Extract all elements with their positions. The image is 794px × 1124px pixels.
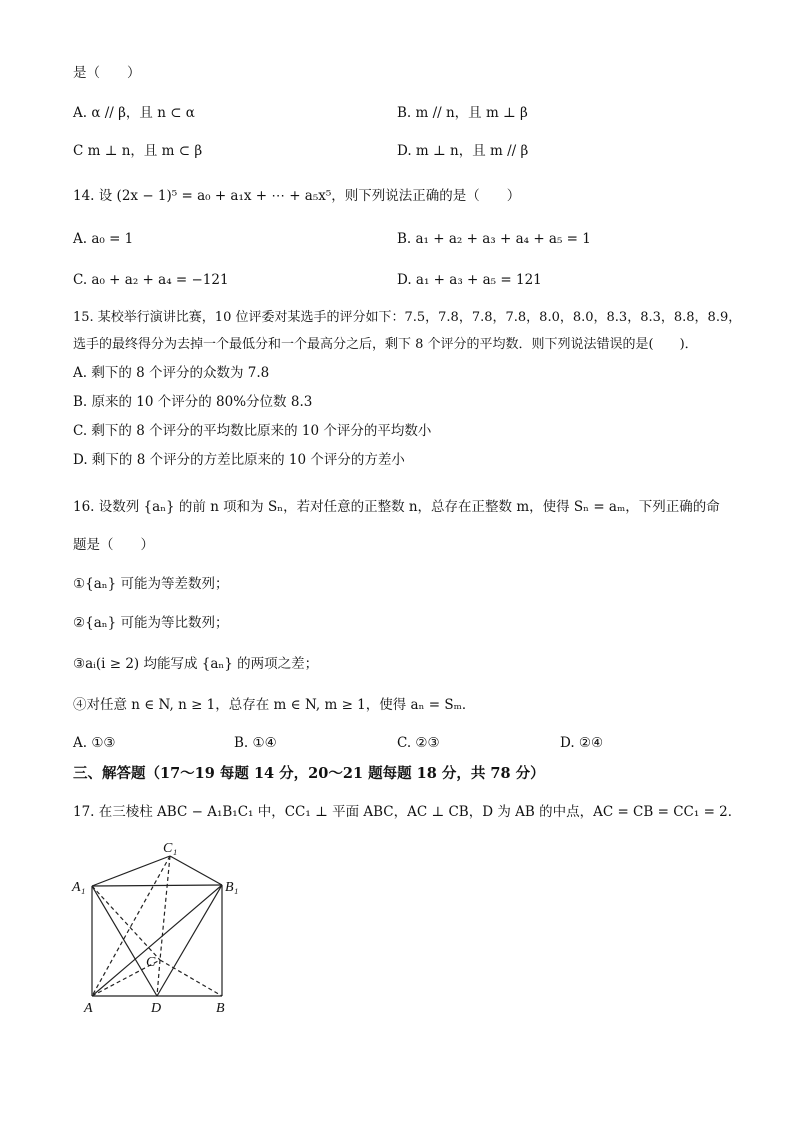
- label-c: C: [146, 955, 156, 970]
- label-b1: B₁: [225, 880, 239, 895]
- label-c1: C₁: [163, 841, 178, 856]
- edge-c-d: [157, 960, 160, 996]
- edge-a-c: [92, 960, 160, 996]
- q16-stem-line2: 题是（ ）: [73, 537, 154, 553]
- label-a1: A₁: [72, 880, 86, 895]
- label-b: B: [216, 1001, 225, 1016]
- q16-statement-2: ②{aₙ} 可能为等比数列；: [73, 615, 229, 631]
- q14-stem: 14. 设 (2x − 1)⁵ = a₀ + a₁x + ⋯ + a₅x⁵，则下列说法正确的是（ ）: [73, 188, 521, 204]
- q13-option-b: B. m // n，且 m ⊥ β: [397, 105, 528, 121]
- q15-option-d: D. 剩下的 8 个评分的方差比原来的 10 个评分的方差小: [73, 452, 405, 468]
- edge-c-b: [160, 960, 222, 996]
- q14-option-c: C. a₀ + a₂ + a₄ = −121: [73, 272, 229, 288]
- q16-stem-line1: 16. 设数列 {aₙ} 的前 n 项和为 Sₙ，若对任意的正整数 n，总存在正整数 m，使得 Sₙ = aₘ，下列正确的命: [73, 499, 720, 515]
- q15-stem-line2: 选手的最终得分为去掉一个最低分和一个最高分之后，剩下 8 个评分的平均数．则下列说法错误的是( )．: [73, 337, 698, 352]
- q16-statement-3: ③aᵢ(i ≥ 2) 均能写成 {aₙ} 的两项之差；: [73, 656, 319, 672]
- section-3-heading: 三、解答题（17～19 每题 14 分，20～21 题每题 18 分，共 78 分）: [73, 765, 545, 782]
- q16-option-a: A. ①③: [73, 735, 116, 751]
- q16-option-b: B. ①④: [234, 735, 277, 751]
- q16-option-c: C. ②③: [397, 735, 440, 751]
- edge-a-b1: [92, 885, 222, 996]
- q14-option-b: B. a₁ + a₂ + a₃ + a₄ + a₅ = 1: [397, 231, 591, 247]
- q17-stem: 17. 在三棱柱 ABC − A₁B₁C₁ 中，CC₁ ⊥ 平面 ABC，AC ⊥ CB，D 为 AB 的中点，AC = CB = CC₁ = 2．: [73, 804, 742, 820]
- edge-c1-a: [92, 856, 170, 996]
- q13-stem-tail: 是（ ）: [73, 65, 141, 81]
- q16-statement-1: ①{aₙ} 可能为等差数列；: [73, 576, 229, 592]
- label-d: D: [151, 1001, 162, 1016]
- edge-c-c1: [160, 856, 170, 960]
- q16-option-d: D. ②④: [560, 735, 604, 751]
- edge-a1-d: [92, 886, 157, 996]
- q15-option-c: C. 剩下的 8 个评分的平均数比原来的 10 个评分的平均数小: [73, 423, 432, 439]
- q13-option-d: D. m ⊥ n，且 m // β: [397, 143, 529, 159]
- edge-a1-b1: [92, 885, 222, 886]
- q14-option-a: A. a₀ = 1: [73, 231, 134, 247]
- q15-stem-line1: 15. 某校举行演讲比赛，10 位评委对某选手的评分如下：7.5，7.8，7.8，7.8，8.0，8.0，8.3，8.3，8.8，8.9，: [73, 310, 742, 325]
- q15-option-a: A. 剩下的 8 个评分的众数为 7.8: [73, 365, 270, 381]
- label-a: A: [84, 1001, 93, 1016]
- q14-option-d: D. a₁ + a₃ + a₅ = 121: [397, 272, 542, 288]
- edge-b1-d: [157, 885, 222, 996]
- q16-statement-4: ④对任意 n ∈ N, n ≥ 1，总存在 m ∈ N, m ≥ 1，使得 aₙ = Sₘ．: [73, 697, 476, 713]
- q13-option-c: C m ⊥ n，且 m ⊂ β: [73, 143, 203, 159]
- q13-option-a: A. α // β，且 n ⊂ α: [73, 105, 195, 121]
- edge-a1-c1: [92, 856, 170, 886]
- edge-c1-b1: [170, 856, 222, 885]
- q15-option-b: B. 原来的 10 个评分的 80%分位数 8.3: [73, 394, 313, 410]
- edge-a1-c: [92, 886, 160, 960]
